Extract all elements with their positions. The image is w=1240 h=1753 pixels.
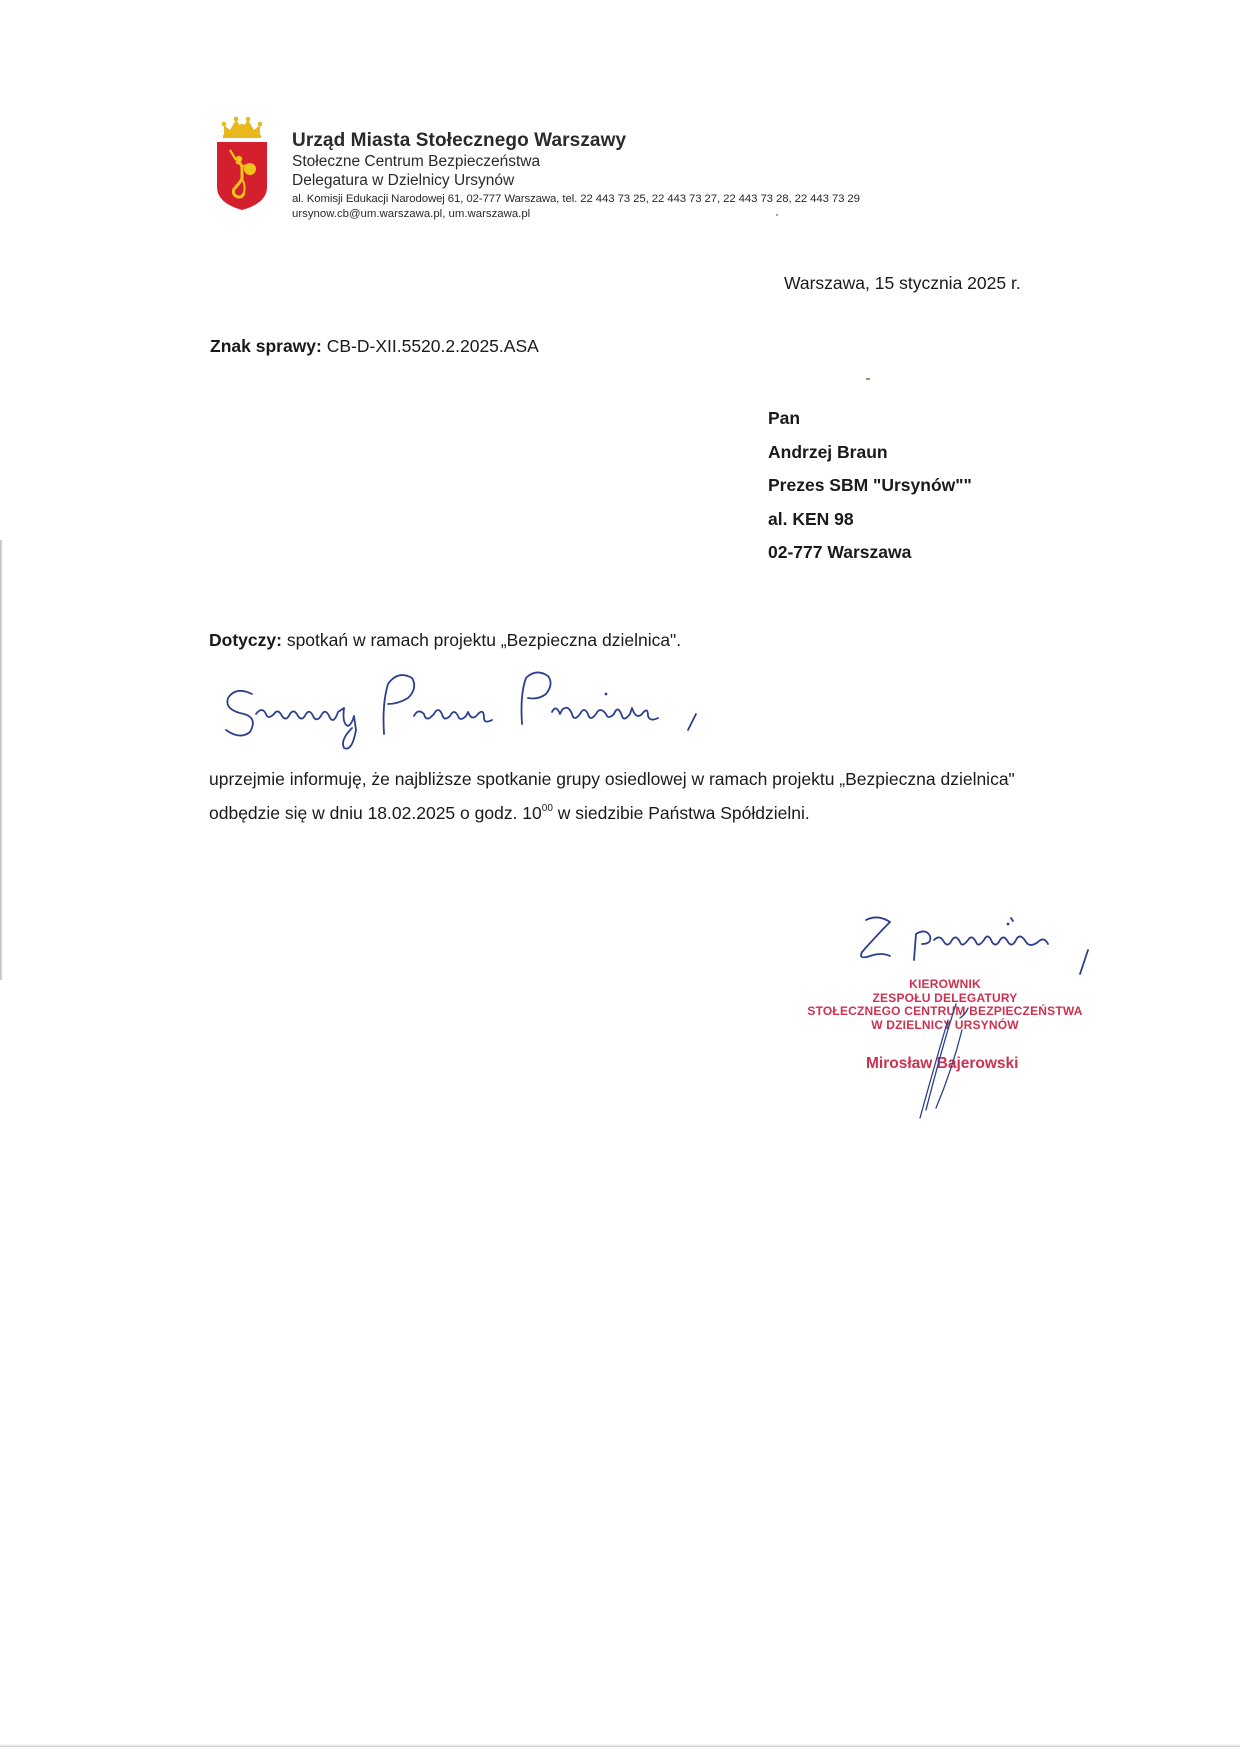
case-label: Znak sprawy: (210, 336, 322, 356)
addressee-block (768, 402, 972, 570)
stamp-signatory-name: Mirosław Bajerowski (866, 1055, 1019, 1072)
stamp-district: W DZIELNICY URSYNÓW (871, 1017, 1019, 1032)
warsaw-coat-of-arms-icon (214, 115, 270, 211)
org-department: Stołeczne Centrum Bezpieczeństwa (292, 153, 541, 170)
case-number: CB-D-XII.5520.2.2025.ASA (326, 336, 539, 356)
body-text-end: w siedzibie Państwa Spółdzielni. (552, 802, 810, 823)
org-address: al. Komisji Edukacji Narodowej 61, 02-777 Warszawa, tel. 22 443 73 25, 22 443 73 27, 22 443 73 28, 22 443 73 29 (292, 193, 860, 205)
subject-label: Dotyczy: (209, 630, 282, 650)
stamp-title: KIEROWNIK (909, 977, 981, 991)
scan-speck (866, 378, 870, 380)
body-time-superscript: 00 (541, 802, 553, 814)
addressee-street: al. KEN 98 (768, 508, 854, 529)
body-text-main: uprzejmie informuję, że najbliższe spotkanie grupy osiedlowej w ramach projektu „Bezpieczna dzielnica" odbędzie się w dniu 18.02.2025 o godz. 10 (209, 769, 1015, 823)
org-name: Urząd Miasta Stołecznego Warszawy (292, 130, 627, 151)
stamp-centre: STOŁECZNEGO CENTRUM BEZPIECZEŃSTWA (807, 1004, 1083, 1018)
scan-bottom-shadow (0, 1744, 1240, 1747)
subject-line (209, 630, 681, 651)
handwritten-closing (848, 912, 1098, 984)
org-branch: Delegatura w Dzielnicy Ursynów (292, 172, 515, 189)
letter-body (209, 763, 1069, 830)
signature-strokes (896, 1000, 986, 1120)
addressee-city: 02-777 Warszawa (768, 542, 912, 562)
org-contact: ursynow.cb@um.warszawa.pl, um.warszawa.pl (292, 208, 531, 220)
scan-speck (776, 214, 778, 216)
subject-text: spotkań w ramach projektu „Bezpieczna dzielnica". (286, 630, 682, 650)
addressee-position: Prezes SBM "Ursynów"" (768, 475, 972, 495)
stamp-team: ZESPOŁU DELEGATURY (872, 990, 1018, 1005)
letter-date: Warszawa, 15 stycznia 2025 r. (784, 273, 1021, 293)
handwritten-salutation (222, 664, 722, 754)
addressee-title: Pan (768, 408, 801, 428)
addressee-name: Andrzej Braun (768, 441, 888, 462)
scan-edge-shadow (0, 540, 3, 980)
case-reference (210, 336, 539, 357)
